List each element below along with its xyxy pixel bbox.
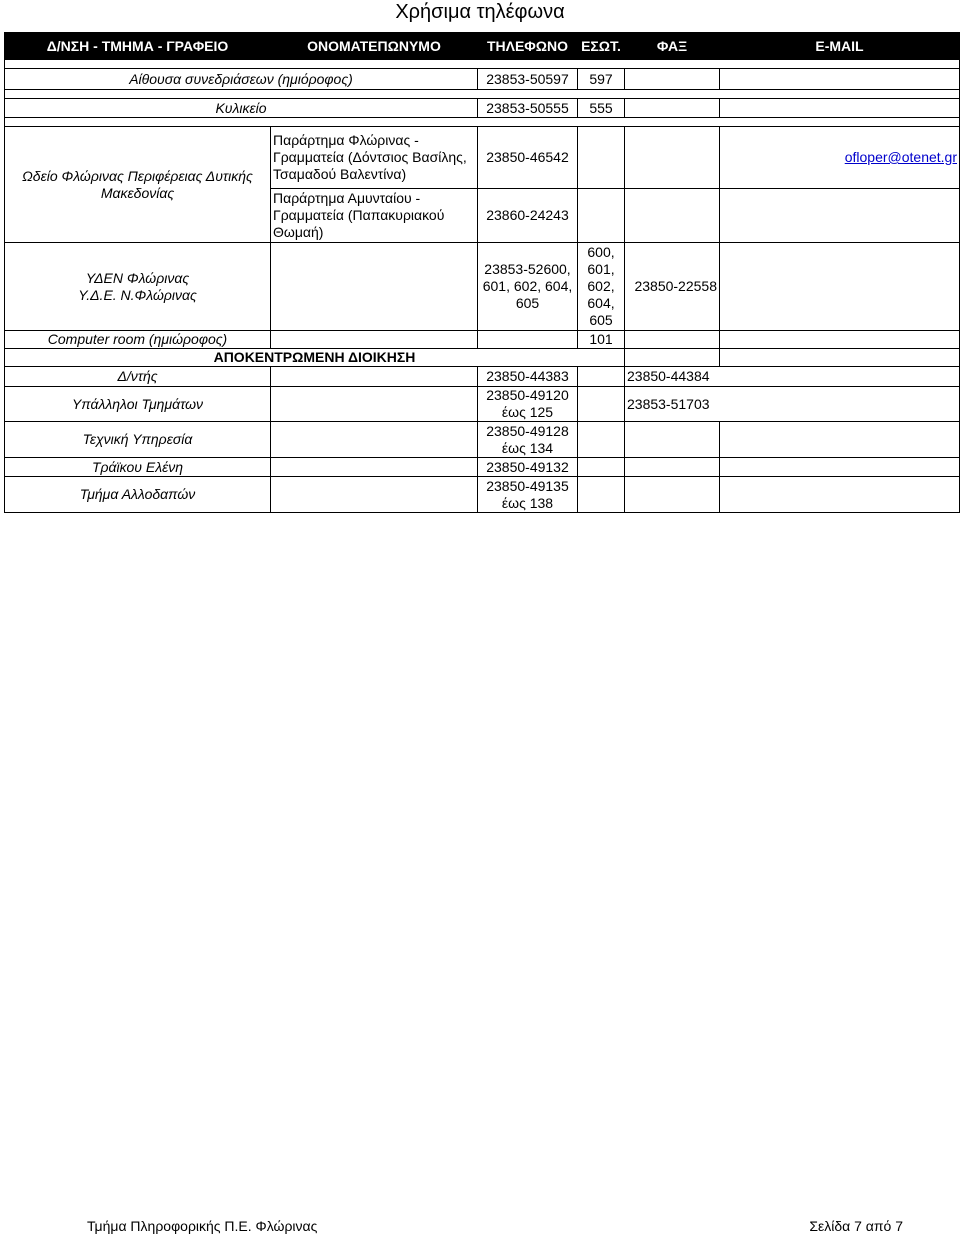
footer-page-number: Σελίδα 7 από 7 [809,1218,903,1234]
row-foreigners-dept: Τμήμα Αλλοδαπών [5,477,271,513]
table-header-row [5,33,960,60]
row-computer-room-dept: Computer room (ημιώροφος) [5,331,271,349]
row-dept-staff-phone-line1: 23850-49120 [486,387,569,403]
row-conservatory-phone1: 23850-46542 [478,127,578,189]
table-row [5,331,960,349]
row-canteen-dept: Κυλικείο [5,99,478,118]
header-fax: ΦΑΞ [625,33,720,60]
spacer-row [5,90,960,99]
row-meeting-room-dept: Αίθουσα συνεδριάσεων (ημιόροφος) [5,69,478,90]
header-ext: ΕΣΩΤ. [578,33,625,60]
row-traikou-phone: 23850-49132 [478,458,578,477]
row-yden-dept-line2: Υ.Δ.Ε. Ν.Φλώρινας [78,286,197,303]
table-row [5,243,960,331]
row-conservatory-dept: Ωδείο Φλώρινας Περιφέρειας Δυτικής Μακεδονίας [5,127,271,243]
row-director-phone: 23850-44383 [478,367,578,387]
footer-department: Τμήμα Πληροφορικής Π.Ε. Φλώρινας [87,1218,318,1234]
header-email: E-MAIL [720,33,960,60]
row-dept-staff-phone [478,387,578,422]
row-meeting-room-ext: 597 [578,69,625,90]
row-dept-staff-fax: 23853-51703 [625,387,960,422]
row-canteen-ext: 555 [578,99,625,118]
header-department: Δ/ΝΣΗ - ΤΜΗΜΑ - ΓΡΑΦΕΙΟ [5,33,271,60]
table-row [5,69,960,90]
section-row [5,349,960,367]
table-row [5,367,960,387]
conservatory-email-link[interactable]: ofloper@otenet.gr [844,149,957,165]
row-foreigners-phone-line1: 23850-49135 [486,477,569,494]
row-foreigners-phone-line2: έως 138 [501,494,554,511]
table-row [5,477,960,513]
spacer-row [5,118,960,127]
row-tech-service-phone [478,422,578,458]
page-title: Χρήσιμα τηλέφωνα [395,1,565,23]
table-row [5,387,960,422]
row-conservatory-name2: Παράρτημα Αμυνταίου - Γραμματεία (Παπακυριακού Θωμαή) [271,189,478,243]
header-name: ΟΝΟΜΑΤΕΠΩΝΥΜΟ [271,33,478,60]
row-yden-dept [5,243,271,331]
row-yden-fax: 23850-22558 [625,243,720,331]
table-row [5,127,960,189]
row-canteen-phone: 23853-50555 [478,99,578,118]
row-director-fax: 23850-44384 [625,367,960,387]
spacer-row [5,60,960,69]
row-conservatory-phone2: 23860-24243 [478,189,578,243]
table-row [5,99,960,118]
row-computer-room-ext: 101 [578,331,625,349]
header-phone: ΤΗΛΕΦΩΝΟ [478,33,578,60]
row-conservatory-name1: Παράρτημα Φλώρινας - Γραμματεία (Δόντσιος Βασίλης, Τσαμαδού Βαλεντίνα) [271,127,478,189]
row-yden-dept-line1: ΥΔΕΝ Φλώρινας [85,269,190,286]
section-title: ΑΠΟΚΕΝΤΡΩΜΕΝΗ ΔΙΟΙΚΗΣΗ [5,349,625,367]
row-tech-service-phone-line2: έως 134 [501,439,554,456]
row-tech-service-dept: Τεχνική Υπηρεσία [5,422,271,458]
row-director-dept: Δ/ντής [5,367,271,387]
row-traikou-dept: Τράϊκου Ελένη [5,458,271,477]
row-tech-service-phone-line1: 23850-49128 [486,422,569,439]
phone-directory-table [4,32,960,513]
row-dept-staff-phone-line2: έως 125 [501,404,554,420]
table-row [5,422,960,458]
row-meeting-room-phone: 23853-50597 [478,69,578,90]
table-row [5,458,960,477]
row-yden-phone: 23853-52600, 601, 602, 604, 605 [478,243,578,331]
row-dept-staff-dept: Υπάλληλοι Τμημάτων [5,387,271,422]
row-yden-ext: 600, 601, 602, 604, 605 [578,243,625,331]
row-foreigners-phone [478,477,578,513]
